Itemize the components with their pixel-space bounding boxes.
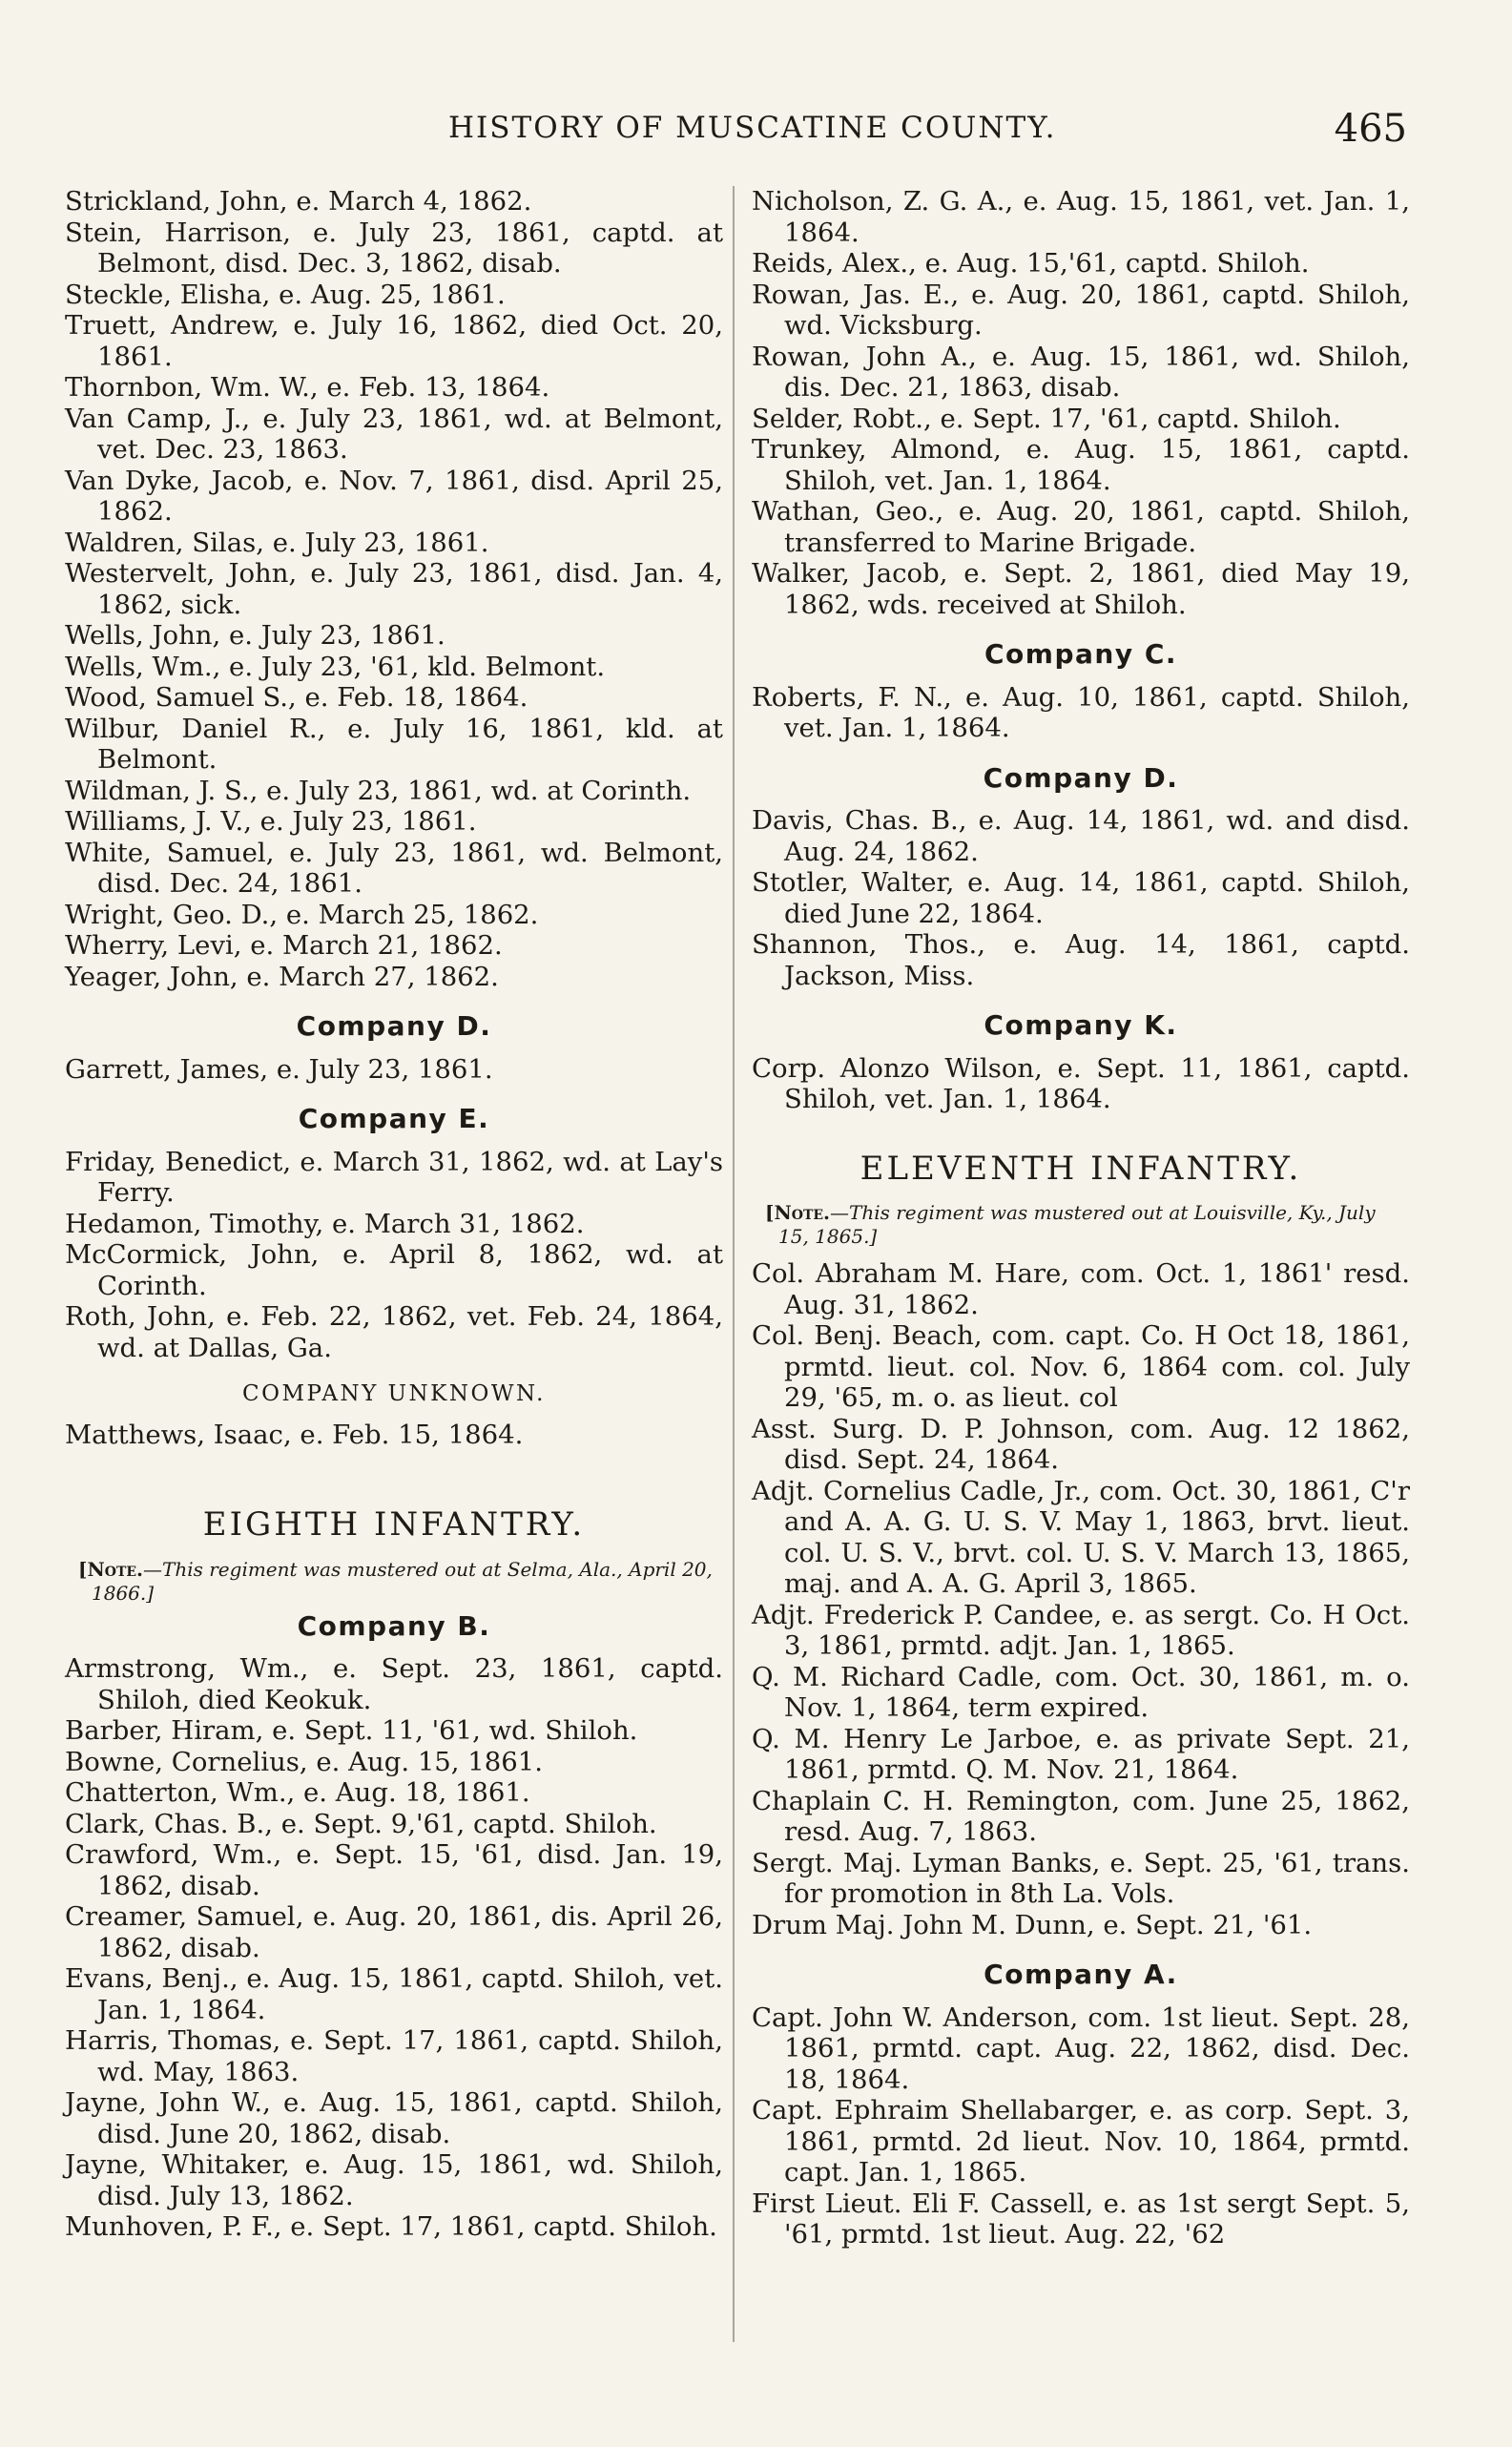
page-header [67, 107, 1407, 155]
roster-entry: Chaplain C. H. Remington, com. June 25, 1862, resd. Aug. 7, 1863. [752, 1785, 1410, 1847]
right-column [752, 186, 1410, 2250]
roster-entry: McCormick, John, e. April 8, 1862, wd. at Corinth. [65, 1239, 723, 1301]
roster-entry: White, Samuel, e. July 23, 1861, wd. Belmont, disd. Dec. 24, 1861. [65, 837, 723, 899]
roster-entry: Shannon, Thos., e. Aug. 14, 1861, captd. Jackson, Miss. [752, 929, 1410, 991]
roster-entry: First Lieut. Eli F. Cassell, e. as 1st sergt Sept. 5, '61, prmtd. 1st lieut. Aug. 22, '62 [752, 2188, 1410, 2250]
roster-entry: Armstrong, Wm., e. Sept. 23, 1861, captd. Shiloh, died Keokuk. [65, 1653, 723, 1715]
roster-entry: Steckle, Elisha, e. Aug. 25, 1861. [65, 279, 506, 310]
roster-entry: Thornbon, Wm. W., e. Feb. 13, 1864. [65, 372, 550, 403]
roster-entry: Jayne, Whitaker, e. Aug. 15, 1861, wd. Shiloh, disd. July 13, 1862. [65, 2149, 723, 2211]
roster-entry: Waldren, Silas, e. July 23, 1861. [65, 527, 489, 558]
company-heading: Company E. [298, 1103, 490, 1134]
note-label: [Note. [765, 1201, 830, 1224]
roster-entry: Adjt. Frederick P. Candee, e. as sergt. Co. H Oct. 3, 1861, prmtd. adjt. Jan. 1, 1865. [752, 1599, 1410, 1661]
roster-entry: Wells, John, e. July 23, 1861. [65, 620, 445, 651]
company-heading: Company A. [984, 1959, 1178, 1990]
roster-entry: Wilbur, Daniel R., e. July 16, 1861, kld. at Belmont. [65, 713, 723, 775]
roster-entry: Selder, Robt., e. Sept. 17, '61, captd. Shiloh. [752, 403, 1341, 434]
left-column [65, 186, 723, 2243]
roster-entry: Col. Abraham M. Hare, com. Oct. 1, 1861' resd. Aug. 31, 1862. [752, 1258, 1410, 1320]
roster-entry: Reids, Alex., e. Aug. 15,'61, captd. Shiloh. [752, 248, 1310, 279]
roster-entry: Wells, Wm., e. July 23, '61, kld. Belmont. [65, 651, 606, 682]
roster-entry: Stotler, Walter, e. Aug. 14, 1861, captd. Shiloh, died June 22, 1864. [752, 867, 1410, 929]
entry-list [65, 186, 723, 992]
column-divider [733, 186, 735, 2342]
roster-entry: Capt. John W. Anderson, com. 1st lieut. Sept. 28, 1861, prmtd. capt. Aug. 22, 1862, disd. Dec. 18, 1864. [752, 2001, 1410, 2095]
note-label: [Note. [78, 1557, 143, 1581]
roster-entry: Williams, J. V., e. July 23, 1861. [65, 806, 477, 837]
roster-entry: Evans, Benj., e. Aug. 15, 1861, captd. Shiloh, vet. Jan. 1, 1864. [65, 1963, 723, 2025]
roster-entry: Hedamon, Timothy, e. March 31, 1862. [65, 1208, 585, 1239]
regiment-note [752, 1201, 1410, 1249]
roster-entry: Creamer, Samuel, e. Aug. 20, 1861, dis. April 26, 1862, disab. [65, 1901, 723, 1963]
entry-list [65, 1653, 723, 2243]
company-heading: Company D. [983, 761, 1179, 794]
entry-list [752, 1258, 1410, 1940]
roster-entry: Friday, Benedict, e. March 31, 1862, wd. at Lay's Ferry. [65, 1146, 723, 1208]
entry-list [752, 186, 1410, 620]
roster-entry: Sergt. Maj. Lyman Banks, e. Sept. 25, '61, trans. for promotion in 8th La. Vols. [752, 1847, 1410, 1909]
roster-entry: Rowan, John A., e. Aug. 15, 1861, wd. Shiloh, dis. Dec. 21, 1863, disab. [752, 341, 1410, 403]
roster-entry: Adjt. Cornelius Cadle, Jr., com. Oct. 30, 1861, C'r and A. A. G. U. S. V. May 1, 1863, brvt. lieut. col. U. S. V., brvt. col. U. S. V. March 13, 1865, maj. and A. A. G. April 3, 1865. [752, 1475, 1410, 1599]
note-text: —This regiment was mustered out at Selma, Ala., April 20, 1866.] [92, 1557, 713, 1605]
entry-list [752, 1053, 1410, 1115]
roster-entry: Bowne, Cornelius, e. Aug. 15, 1861. [65, 1746, 544, 1777]
entry-list [65, 1054, 723, 1086]
roster-entry: Roberts, F. N., e. Aug. 10, 1861, captd. Shiloh, vet. Jan. 1, 1864. [752, 681, 1410, 743]
roster-entry: Yeager, John, e. March 27, 1862. [65, 961, 499, 992]
roster-entry: Matthews, Isaac, e. Feb. 15, 1864. [65, 1419, 524, 1450]
roster-entry: Capt. Ephraim Shellabarger, e. as corp. Sept. 3, 1861, prmtd. 2d lieut. Nov. 10, 1864, prmtd. capt. Jan. 1, 1865. [752, 2095, 1410, 2188]
roster-entry: Rowan, Jas. E., e. Aug. 20, 1861, captd. Shiloh, wd. Vicksburg. [752, 279, 1410, 341]
company-heading: Company B. [297, 1609, 491, 1642]
company-heading: Company C. [984, 638, 1178, 670]
roster-entry: Garrett, James, e. July 23, 1861. [65, 1053, 493, 1085]
roster-entry: Westervelt, John, e. July 23, 1861, disd. Jan. 4, 1862, sick. [65, 558, 723, 620]
roster-entry: Van Dyke, Jacob, e. Nov. 7, 1861, disd. April 25, 1862. [65, 465, 723, 527]
roster-entry: Roth, John, e. Feb. 22, 1862, vet. Feb. 24, 1864, wd. at Dallas, Ga. [65, 1301, 723, 1363]
roster-entry: Barber, Hiram, e. Sept. 11, '61, wd. Shiloh. [65, 1715, 638, 1746]
entry-list [752, 2002, 1410, 2250]
roster-entry: Jayne, John W., e. Aug. 15, 1861, captd. Shiloh, disd. June 20, 1862, disab. [65, 2087, 723, 2149]
company-heading: COMPANY UNKNOWN. [242, 1381, 546, 1406]
roster-entry: Munhoven, P. F., e. Sept. 17, 1861, captd. Shiloh. [65, 2211, 717, 2242]
roster-entry: Drum Maj. John M. Dunn, e. Sept. 21, '61. [752, 1909, 1313, 1940]
roster-entry: Crawford, Wm., e. Sept. 15, '61, disd. Jan. 19, 1862, disab. [65, 1839, 723, 1901]
roster-entry: Wherry, Levi, e. March 21, 1862. [65, 930, 503, 961]
roster-entry: Asst. Surg. D. P. Johnson, com. Aug. 12 1862, disd. Sept. 24, 1864. [752, 1413, 1410, 1475]
roster-entry: Nicholson, Z. G. A., e. Aug. 15, 1861, vet. Jan. 1, 1864. [752, 186, 1410, 248]
roster-entry: Davis, Chas. B., e. Aug. 14, 1861, wd. and disd. Aug. 24, 1862. [752, 805, 1410, 867]
roster-entry: Truett, Andrew, e. July 16, 1862, died Oct. 20, 1861. [65, 310, 723, 372]
roster-entry: Chatterton, Wm., e. Aug. 18, 1861. [65, 1777, 530, 1808]
roster-entry: Strickland, John, e. March 4, 1862. [65, 186, 532, 217]
roster-entry: Q. M. Richard Cadle, com. Oct. 30, 1861, m. o. Nov. 1, 1864, term expired. [752, 1661, 1410, 1723]
roster-entry: Clark, Chas. B., e. Sept. 9,'61, captd. Shiloh. [65, 1808, 657, 1839]
roster-entry: Trunkey, Almond, e. Aug. 15, 1861, captd. Shiloh, vet. Jan. 1, 1864. [752, 434, 1410, 496]
note-text: —This regiment was mustered out at Louisville, Ky., July 15, 1865.] [778, 1201, 1376, 1248]
roster-entry: Col. Benj. Beach, com. capt. Co. H Oct 18, 1861, prmtd. lieut. col. Nov. 6, 1864 com. col. July 29, '65, m. o. as lieut. col [752, 1320, 1410, 1413]
running-title: HISTORY OF MUSCATINE COUNTY. [448, 111, 1057, 145]
entry-list [752, 682, 1410, 744]
roster-entry: Walker, Jacob, e. Sept. 2, 1861, died May 19, 1862, wds. received at Shiloh. [752, 558, 1410, 620]
roster-entry: Wright, Geo. D., e. March 25, 1862. [65, 899, 539, 930]
roster-entry: Wood, Samuel S., e. Feb. 18, 1864. [65, 682, 528, 713]
regiment-heading: ELEVENTH INFANTRY. [860, 1149, 1302, 1188]
entry-list [752, 805, 1410, 991]
roster-entry: Stein, Harrison, e. July 23, 1861, captd. at Belmont, disd. Dec. 3, 1862, disab. [65, 217, 723, 279]
roster-entry: Harris, Thomas, e. Sept. 17, 1861, captd. Shiloh, wd. May, 1863. [65, 2025, 723, 2087]
roster-entry: Wathan, Geo., e. Aug. 20, 1861, captd. Shiloh, transferred to Marine Brigade. [752, 496, 1410, 558]
roster-entry: Corp. Alonzo Wilson, e. Sept. 11, 1861, captd. Shiloh, vet. Jan. 1, 1864. [752, 1052, 1410, 1114]
roster-entry: Van Camp, J., e. July 23, 1861, wd. at Belmont, vet. Dec. 23, 1863. [65, 403, 723, 465]
entry-list [65, 1147, 723, 1364]
roster-entry: Q. M. Henry Le Jarboe, e. as private Sept. 21, 1861, prmtd. Q. M. Nov. 21, 1864. [752, 1723, 1410, 1785]
regiment-heading: EIGHTH INFANTRY. [202, 1505, 586, 1544]
roster-entry: Wildman, J. S., e. July 23, 1861, wd. at Corinth. [65, 775, 692, 806]
regiment-note [65, 1558, 723, 1606]
company-heading: Company K. [984, 1009, 1178, 1041]
entry-list [65, 1420, 723, 1451]
page-number: 465 [1334, 107, 1407, 151]
company-heading: Company D. [296, 1010, 492, 1042]
